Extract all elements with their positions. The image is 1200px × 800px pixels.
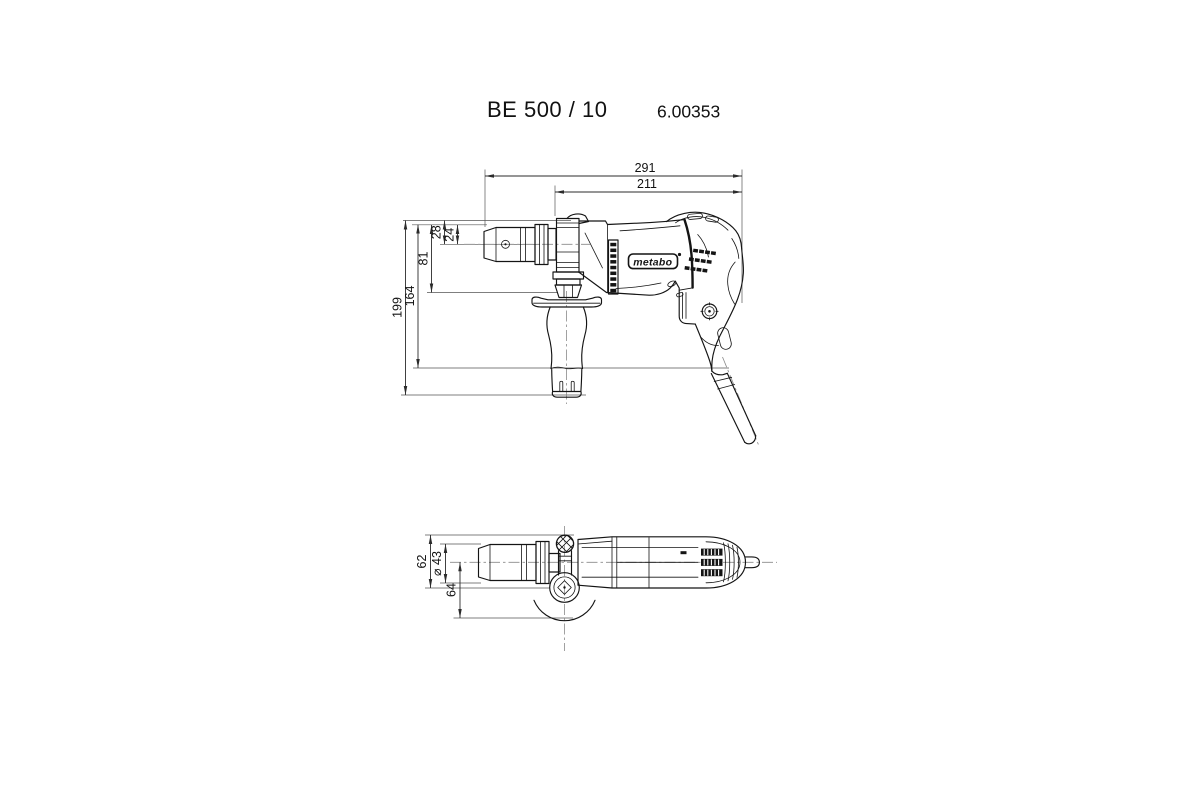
motor-housing — [579, 220, 685, 296]
trigger — [675, 281, 695, 324]
dim-label-overall-height: 199 — [390, 297, 405, 318]
top-view — [415, 526, 777, 651]
grip-vent-slots — [684, 248, 716, 274]
dim-label-height-to-grip-bottom: 164 — [403, 285, 417, 307]
side-handle-clamp — [553, 272, 584, 298]
dim-collar-top-to-spindle-axis — [443, 225, 458, 244]
gear-housing-neck — [557, 214, 589, 272]
article-number: 6.00353 — [657, 101, 721, 122]
dim-overall-length — [485, 161, 742, 176]
title-block — [487, 97, 720, 122]
dim-label-overall-length: 291 — [634, 160, 656, 175]
dim-axis-to-handle-edge — [445, 562, 461, 618]
dim-label-collar-top-to-spindle-axis: 24 — [442, 227, 457, 242]
metabo-logo — [629, 253, 682, 269]
dim-label-axis-to-handle-edge: 64 — [444, 583, 459, 597]
dim-overall-height — [391, 221, 406, 396]
top-view-extension-lines — [425, 535, 574, 618]
lock-button — [701, 303, 718, 320]
pistol-grip — [667, 212, 744, 371]
power-cable — [711, 371, 755, 444]
rear-vent-slots — [701, 549, 723, 577]
dim-label-housing-width: 62 — [415, 554, 429, 569]
dim-label-housing-length: 211 — [637, 176, 657, 191]
dim-housing-length — [555, 177, 742, 192]
dim-label-collar-diameter: ⌀ 43 — [430, 551, 444, 576]
dim-housing-width — [415, 535, 431, 588]
dim-collar-diameter — [430, 544, 446, 583]
page-title: BE 500 / 10 — [487, 97, 608, 122]
logo-dot-icon — [678, 253, 681, 256]
brand-label: metabo — [633, 256, 673, 269]
side-view — [391, 161, 760, 446]
dim-label-height-to-housing-bottom: 81 — [416, 251, 431, 266]
side-view-extension-lines — [401, 170, 742, 396]
dim-label-top-to-spindle-axis: 28 — [429, 225, 444, 240]
motor-vent-slots — [610, 243, 616, 292]
